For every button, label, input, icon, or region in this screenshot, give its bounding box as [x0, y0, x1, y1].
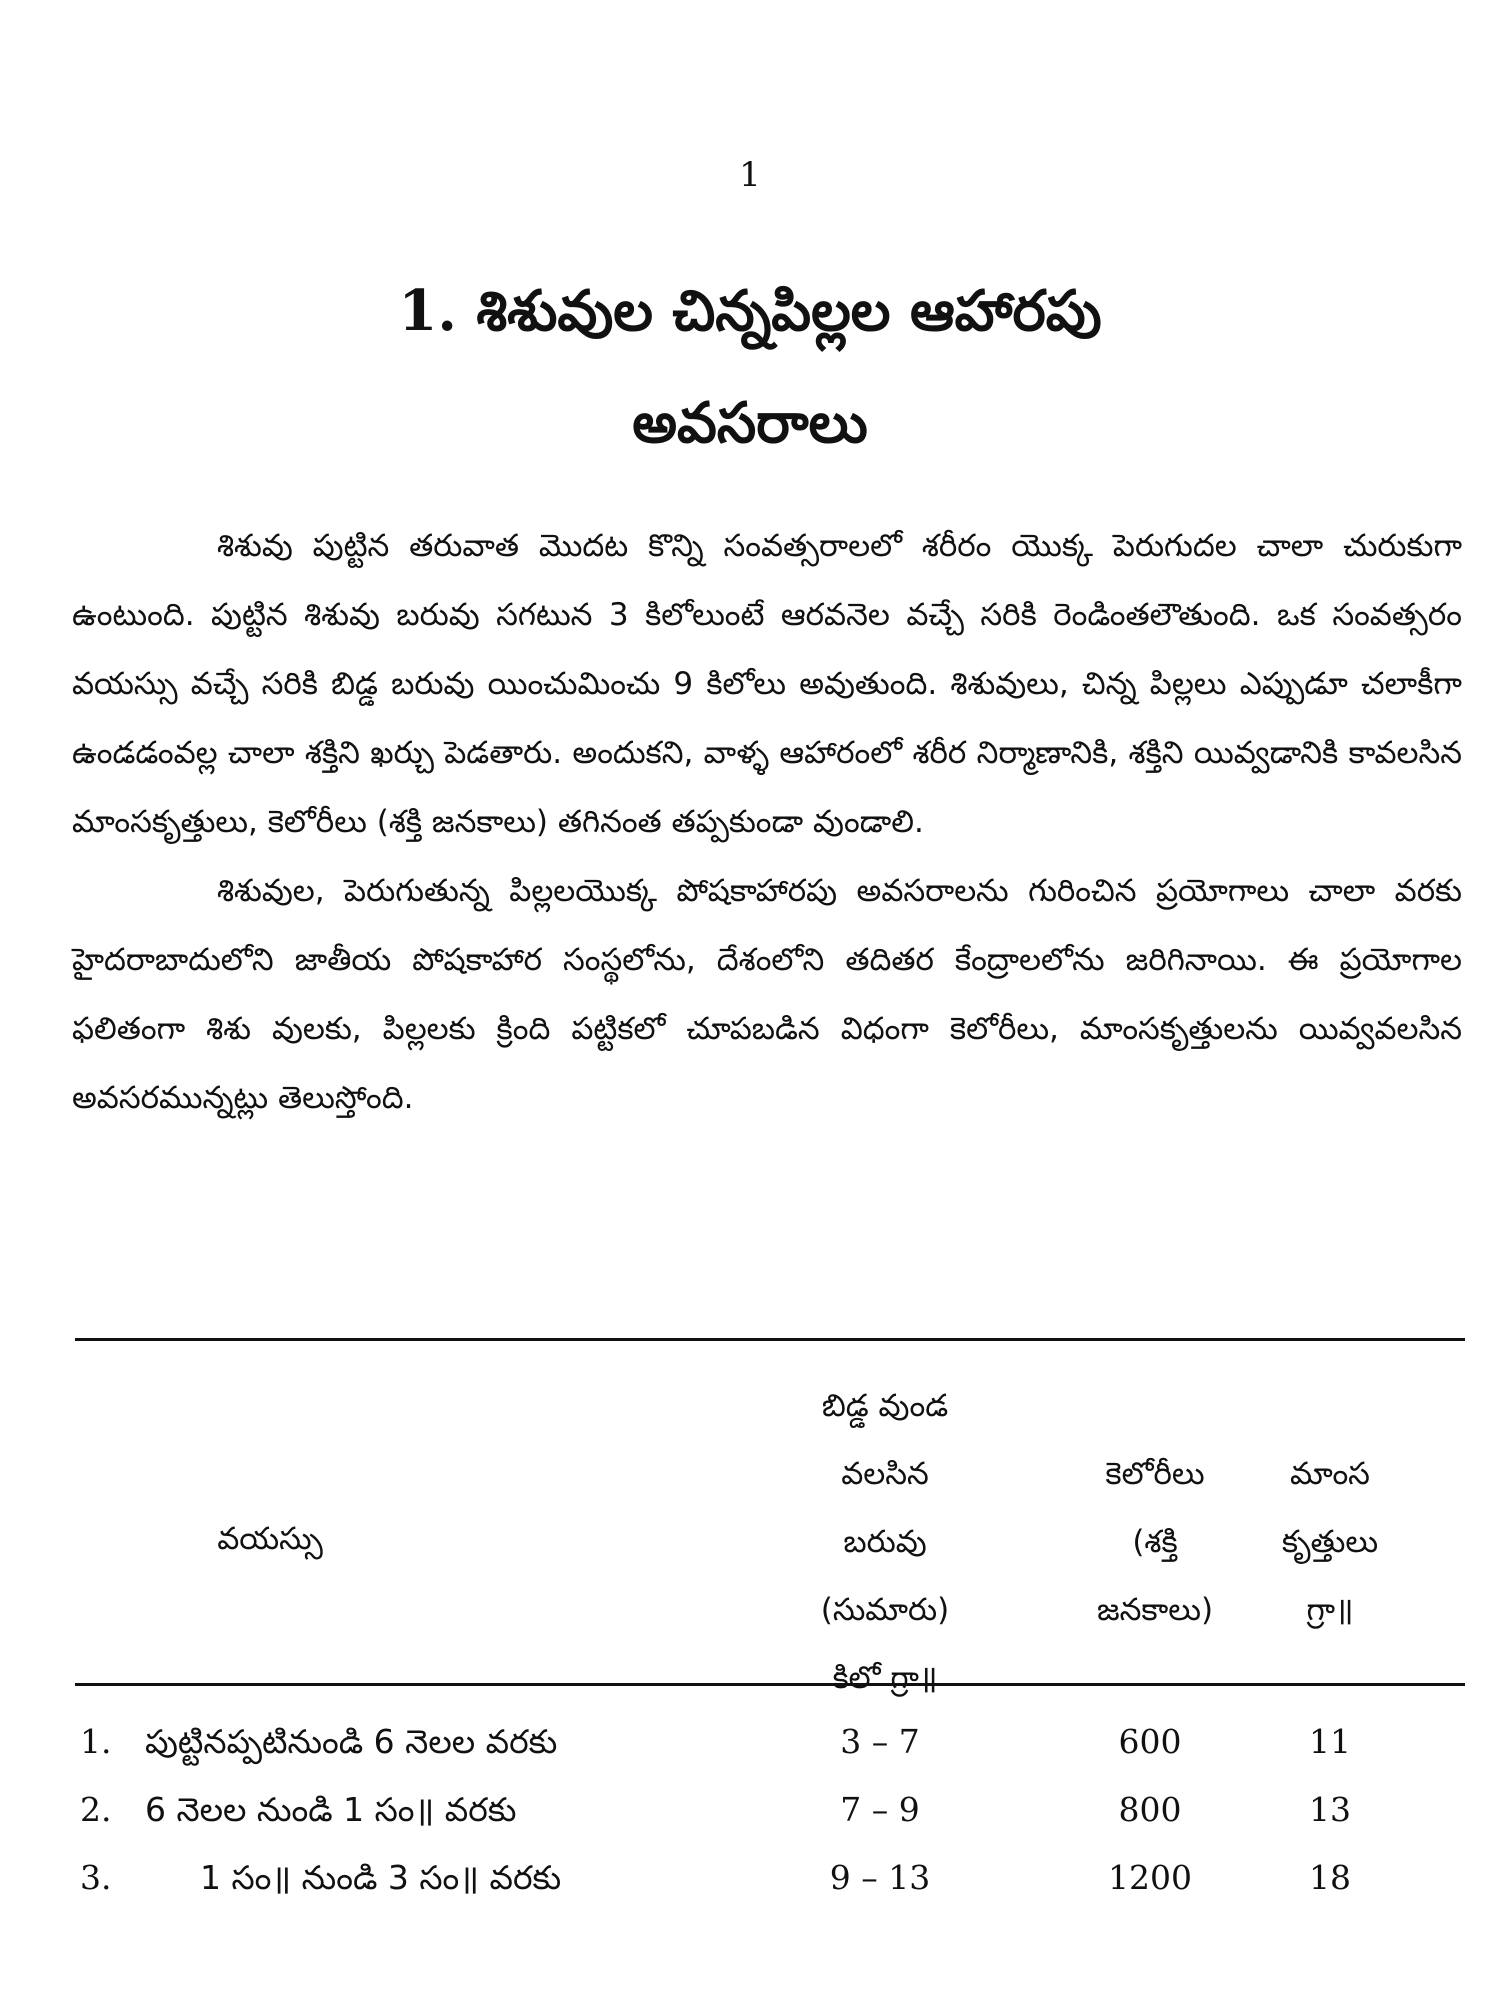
header-line: (సుమారు)	[820, 1592, 950, 1628]
table-header-calories	[1030, 1440, 1280, 1644]
body-text	[72, 512, 1462, 1133]
header-line: (శక్తి	[1132, 1524, 1178, 1560]
table-top-rule	[75, 1338, 1465, 1341]
row-age: 6 నెలల నుండి 1 సం॥ వరకు	[145, 1790, 517, 1829]
row-protein: 13	[1309, 1790, 1351, 1829]
header-line: కిలో గ్రా॥	[832, 1660, 938, 1696]
header-line: వలసిన	[841, 1456, 929, 1492]
chapter-number: 1.	[398, 278, 457, 344]
table-header-rule	[75, 1683, 1465, 1686]
row-weight: 9 – 13	[829, 1858, 931, 1897]
row-age: 1 సం॥ నుండి 3 సం॥ వరకు	[200, 1858, 562, 1897]
header-line: కెలోరీలు	[1105, 1456, 1205, 1492]
table-row	[0, 1776, 1500, 1844]
header-line: జనకాలు)	[1096, 1592, 1214, 1628]
paragraph: శిశువు పుట్టిన తరువాత మొదట కొన్ని సంవత్సరాలలో శరీరం యొక్క పెరుగుదల చాలా చురుకుగా ఉంటుంది. పుట్టిన శిశువు బరువు సగటున 3 కిలోలుంటే ఆరవనెల వచ్చే సరికి రెండింతలౌతుంది. ఒక సంవత్సరం వయస్సు వచ్చే సరికి బిడ్డ బరువు యించుమించు 9 కిలోలు అవుతుంది. శిశువులు, చిన్న పిల్లలు ఎప్పుడూ చలాకీగా ఉండడంవల్ల చాలా శక్తిని ఖర్చు పెడతారు. అందుకని, వాళ్ళ ఆహారంలో శరీర నిర్మాణానికి, శక్తిని యివ్వడానికి కావలసిన మాంసకృత్తులు, కెలోరీలు (శక్తి జనకాలు) తగినంత తప్పకుండా వుండాలి.	[72, 528, 1462, 840]
row-calories: 800	[1118, 1790, 1182, 1829]
table-header-protein	[1245, 1440, 1415, 1644]
header-line: గ్రా॥	[1306, 1592, 1354, 1628]
row-protein: 18	[1309, 1858, 1351, 1897]
table-header-weight	[745, 1372, 1025, 1712]
chapter-title-line-2: అవసరాలు	[632, 391, 868, 456]
row-index: 1.	[80, 1722, 112, 1761]
row-index: 2.	[80, 1790, 112, 1829]
chapter-title	[100, 255, 1400, 480]
chapter-title-text-1: శిశువుల చిన్నపిల్లల ఆహారపు	[476, 279, 1102, 344]
table-row	[0, 1708, 1500, 1776]
row-calories: 600	[1118, 1722, 1182, 1761]
row-calories: 1200	[1108, 1858, 1192, 1897]
row-weight: 7 – 9	[840, 1790, 920, 1829]
header-line: బరువు	[843, 1524, 927, 1560]
row-age: పుట్టినప్పటినుండి 6 నెలల వరకు	[145, 1722, 558, 1761]
table-header-age: వయస్సు	[217, 1521, 323, 1557]
chapter-title-line-1	[100, 255, 1400, 368]
row-weight: 3 – 7	[840, 1722, 920, 1761]
row-index: 3.	[80, 1858, 112, 1897]
paragraph: శిశువుల, పెరుగుతున్న పిల్లలయొక్క పోషకాహారపు అవసరాలను గురించిన ప్రయోగాలు చాలా వరకు హైదరాబాదులోని జాతీయ పోషకాహార సంస్థలోను, దేశంలోని తదితర కేంద్రాలలోను జరిగినాయి. ఈ ప్రయోగాల ఫలితంగా శిశు వులకు, పిల్లలకు క్రింది పట్టికలో చూపబడిన విధంగా కెలోరీలు, మాంసకృత్తులను యివ్వవలసిన అవసరమున్నట్లు తెలుస్తోంది.	[72, 873, 1462, 1116]
header-line: మాంస	[1290, 1456, 1370, 1492]
page-number: 1	[739, 155, 761, 195]
header-line: కృత్తులు	[1281, 1524, 1379, 1560]
row-protein: 11	[1309, 1722, 1351, 1761]
table-row	[0, 1844, 1500, 1912]
header-line: బిడ్డ వుండ	[821, 1388, 949, 1424]
